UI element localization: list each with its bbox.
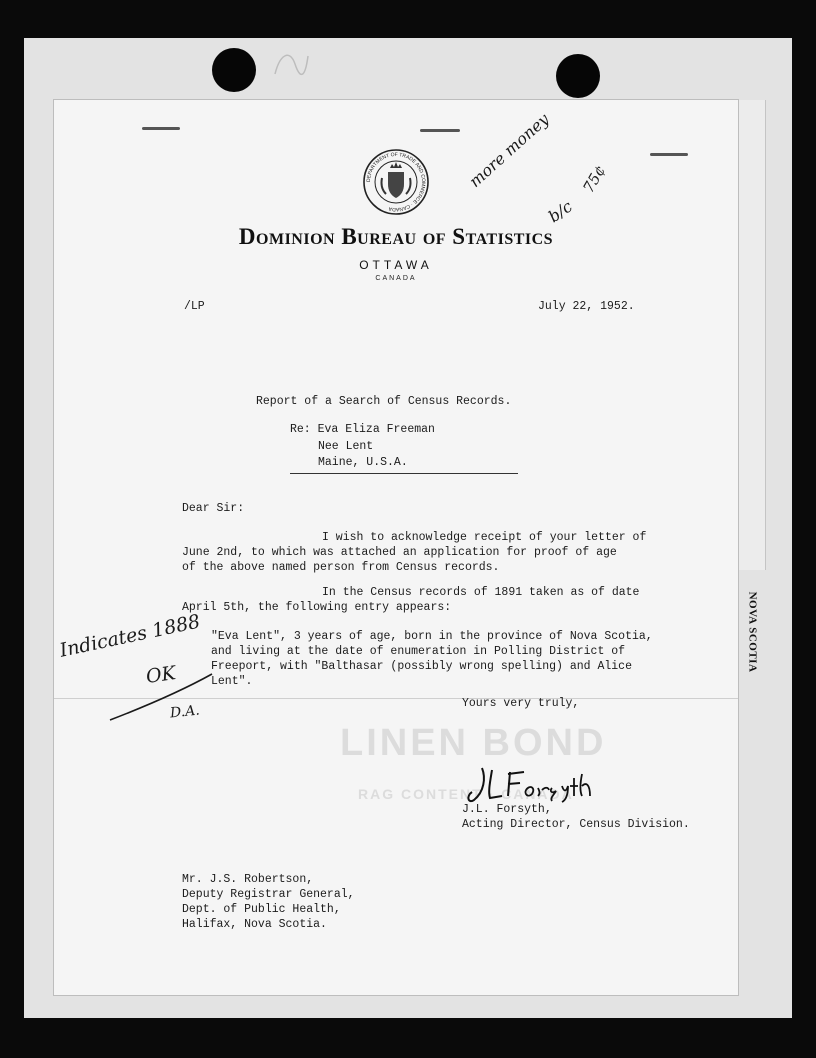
re-line: Maine, U.S.A. <box>318 456 408 469</box>
staple-mid <box>420 129 460 132</box>
census-entry-line: "Eva Lent", 3 years of age, born in the province of Nova Scotia, <box>211 630 653 643</box>
recipient-line: Mr. J.S. Robertson, <box>182 873 314 886</box>
reference-code: /LP <box>184 300 205 313</box>
letterhead-country: CANADA <box>375 275 417 282</box>
staple-right <box>650 153 688 156</box>
punch-hole-left <box>212 48 256 92</box>
handwritten-note: b/c <box>544 196 576 227</box>
paragraph-line: April 5th, the following entry appears: <box>182 601 452 614</box>
census-entry-line: Lent". <box>211 675 253 688</box>
recipient-line: Dept. of Public Health, <box>182 903 341 916</box>
paragraph-line: In the Census records of 1891 taken as of date <box>322 586 640 599</box>
subject-rule <box>290 473 518 474</box>
signature <box>462 762 612 808</box>
salutation: Dear Sir: <box>182 502 245 515</box>
punch-hole-right <box>556 54 600 98</box>
handwritten-note: 75¢ <box>579 162 610 196</box>
report-subject: Report of a Search of Census Records. <box>256 395 512 408</box>
recipient-line: Deputy Registrar General, <box>182 888 355 901</box>
handwritten-initials: D.A. <box>169 702 201 722</box>
handwritten-margin-note: Indicates 1888 <box>57 610 203 662</box>
re-line: Re: Eva Eliza Freeman <box>290 423 435 436</box>
faint-scrawl <box>270 44 310 84</box>
handwritten-note: more money <box>465 109 553 191</box>
paragraph-line: I wish to acknowledge receipt of your letter of <box>322 531 647 544</box>
handwritten-margin-note: OK <box>144 662 178 688</box>
paragraph-line: June 2nd, to which was attached an application for proof of age <box>182 546 617 559</box>
folder-tab-label <box>740 572 764 692</box>
recipient-line: Halifax, Nova Scotia. <box>182 918 327 931</box>
signatory-name: J.L. Forsyth, <box>462 803 552 816</box>
watermark-line1: LINEN BOND <box>340 722 607 764</box>
folder-tab-strip <box>738 100 766 570</box>
signatory-title: Acting Director, Census Division. <box>462 818 690 831</box>
watermark-line2: RAG CONTENT · CANADA <box>358 786 574 802</box>
coat-of-arms-seal <box>362 148 430 216</box>
census-entry-line: and living at the date of enumeration in Polling District of <box>211 645 626 658</box>
staple-left <box>142 127 180 130</box>
letterhead-city: OTTAWA <box>359 258 433 272</box>
census-entry-line: Freeport, with "Balthasar (possibly wrong spelling) and Alice <box>211 660 632 673</box>
letter-date: July 22, 1952. <box>538 300 635 313</box>
seal-text: DEPARTMENT OF TRADE AND COMMERCE · CANADA <box>365 151 427 213</box>
folder-tab-text: NOVA SCOTIA <box>746 591 759 673</box>
re-line: Nee Lent <box>318 440 374 453</box>
closing: Yours very truly, <box>462 697 580 710</box>
paragraph-line: of the above named person from Census records. <box>182 561 500 574</box>
letterhead-title: Dominion Bureau of Statistics <box>238 224 554 249</box>
